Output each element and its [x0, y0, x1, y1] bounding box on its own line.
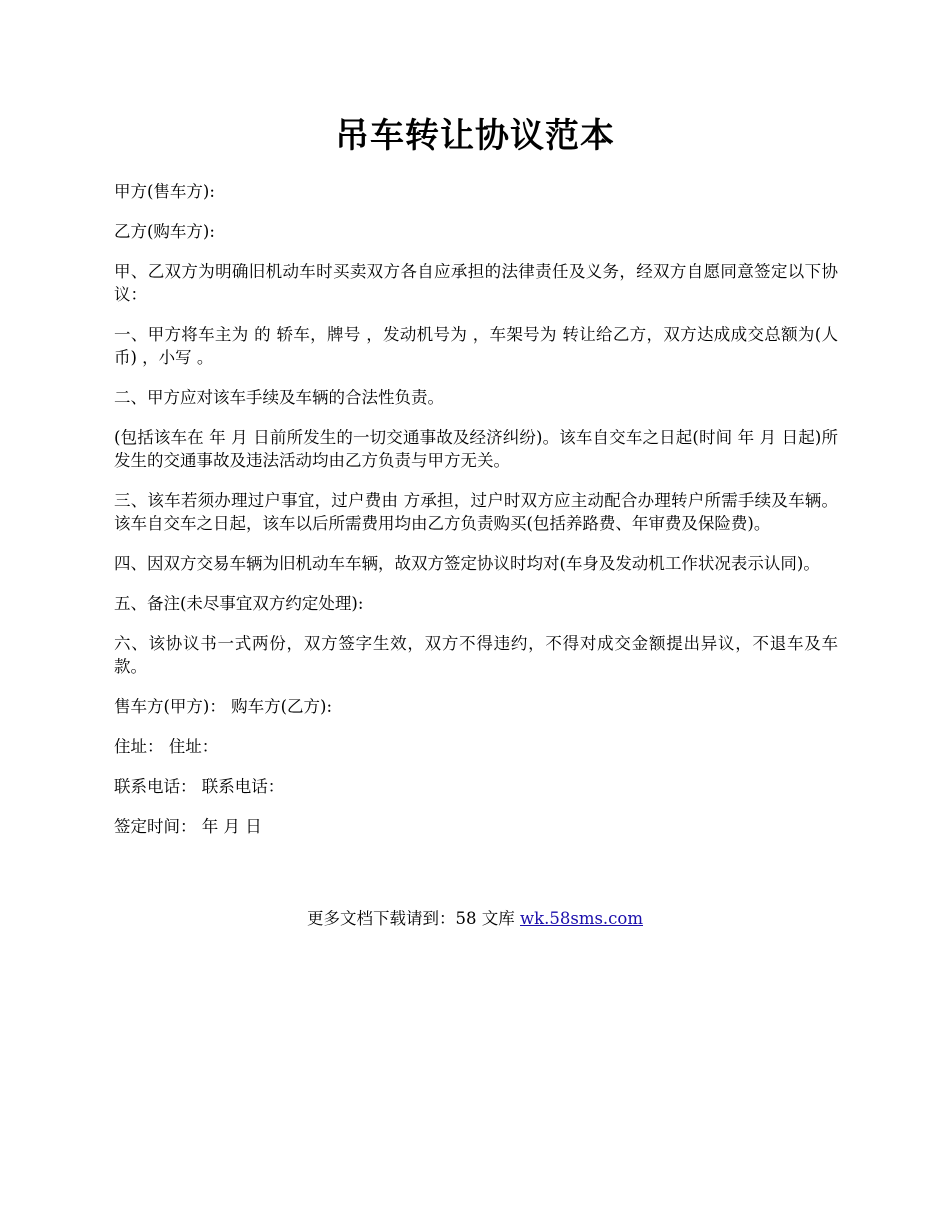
footer-text: 更多文档下载请到：58 文库: [306, 909, 520, 928]
clause-4: 四、因双方交易车辆为旧机动车车辆，故双方签定协议时均对(车身及发动机工作状况表示认同)。: [114, 554, 820, 573]
phone-line: 联系电话： 联系电话：: [114, 777, 285, 796]
party-b-line: 乙方(购车方):: [114, 222, 215, 241]
clause-2: 二、甲方应对该车手续及车辆的合法性负责。: [114, 388, 444, 407]
signing-date-line: 签定时间： 年 月 日: [114, 817, 262, 836]
address-line: 住址： 住址：: [114, 737, 219, 756]
clause-1: 一、甲方将车主为 的 轿车，牌号 ，发动机号为 ，车架号为 转让给乙方，双方达成成交总额为(人币) ，小写 。: [114, 325, 838, 367]
clause-5: 五、备注(未尽事宜双方约定处理):: [114, 594, 364, 613]
document-title: 吊车转让协议范本: [335, 116, 615, 156]
footer-link[interactable]: wk.58sms.com: [519, 909, 643, 928]
clause-2-detail: (包括该车在 年 月 日前所发生的一切交通事故及经济纠纷)。该车自交车之日起(时间 年 月 日起)所发生的交通事故及违法活动均由乙方负责与甲方无关。: [114, 428, 838, 470]
document-body: [114, 180, 838, 855]
clause-6: 六、该协议书一式两份，双方签字生效，双方不得违约，不得对成交金额提出异议，不退车及车款。: [114, 634, 838, 676]
clause-3: 三、该车若须办理过户事宜，过户费由 方承担，过户时双方应主动配合办理转户所需手续及车辆。该车自交车之日起，该车以后所需费用均由乙方负责购买(包括养路费、年审费及保险费)。: [114, 491, 838, 533]
footer: [0, 907, 950, 931]
signature-parties-line: 售车方(甲方)： 购车方(乙方):: [114, 697, 333, 716]
party-a-line: 甲方(售车方):: [114, 182, 215, 201]
preamble-paragraph: 甲、乙双方为明确旧机动车时买卖双方各自应承担的法律责任及义务，经双方自愿同意签定以下协议：: [114, 262, 838, 304]
